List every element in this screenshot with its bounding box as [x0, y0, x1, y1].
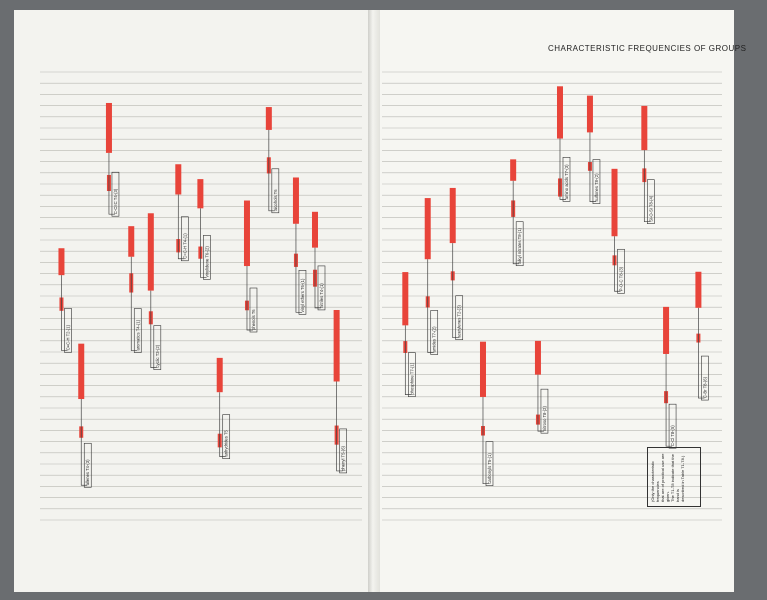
- group-label-text: phenyl T5-(6): [340, 446, 346, 471]
- group-label-text: aromatics T4-(1): [135, 319, 141, 351]
- group-label: [593, 160, 600, 204]
- footnote-line: (Only the characteristic frequencies: [650, 461, 660, 502]
- group-label-text: P-O-C T8-(3): [618, 266, 624, 292]
- frequency-bar: [480, 342, 486, 397]
- frequency-bar: [106, 103, 112, 153]
- group-label-text: acetylenes T2-(3): [456, 305, 462, 338]
- group-label: [516, 222, 523, 266]
- frequency-bar: [128, 226, 134, 257]
- group-label-text: vinylidene T6-(2): [204, 246, 210, 278]
- group-label-text: Si-O-Si T8-(4): [648, 195, 654, 222]
- group-label-text: C-Cl T8-(5): [670, 425, 676, 447]
- frequency-bar: [663, 307, 669, 354]
- group-label-text: phenols T6: [250, 309, 256, 331]
- group-label: [701, 356, 708, 400]
- group-label-text: alcohols T6: [272, 189, 278, 211]
- group-label: [250, 288, 257, 332]
- group-label-text: nitriles T4-(1): [318, 283, 324, 308]
- group-label: [299, 270, 306, 314]
- group-label: [563, 157, 570, 201]
- frequency-bar: [312, 212, 318, 248]
- group-label: [647, 180, 654, 224]
- group-label-text: C-C≡C T4-(3): [112, 188, 118, 215]
- group-label-text: cyclic T3-(2): [154, 344, 160, 368]
- group-label-text: amino acids T7-(3): [563, 164, 569, 200]
- frequency-bar: [402, 272, 408, 325]
- frequency-bar: [510, 159, 516, 180]
- group-label-text: C≡C-H T2-(1): [65, 325, 71, 351]
- footnote-text: [650, 450, 685, 502]
- group-label-text: amides T7-(2): [431, 326, 437, 353]
- frequency-bar: [587, 96, 593, 133]
- group-label: [203, 235, 210, 279]
- frequency-bar: [175, 164, 181, 194]
- group-label: [669, 404, 676, 448]
- frequency-bar: [450, 188, 456, 243]
- frequency-bar: [293, 177, 299, 223]
- footnote-line: that are of practical use are given.: [660, 453, 670, 502]
- group-label: [318, 266, 325, 310]
- group-label: [84, 443, 91, 487]
- group-label: [223, 415, 230, 459]
- group-label: [134, 309, 141, 353]
- footnote-line: The T1-T8 indicate that the band is: [670, 454, 680, 502]
- frequency-bar: [78, 344, 84, 399]
- group-label: [112, 172, 119, 216]
- group-label-text: C=C-H T4-(1): [182, 233, 188, 259]
- frequency-bar: [557, 86, 563, 138]
- frequency-bar: [334, 310, 340, 382]
- frequency-bar: [695, 272, 701, 308]
- group-label: [154, 326, 161, 370]
- group-label: [181, 217, 188, 261]
- group-label: [272, 169, 279, 213]
- frequency-bar: [425, 198, 431, 259]
- group-label-text: phosphine T7-(1): [409, 362, 415, 395]
- frequency-bar: [612, 169, 618, 236]
- group-label-text: carbonyls T5-(1): [486, 453, 492, 484]
- group-label: [541, 389, 548, 433]
- frequency-bar: [197, 179, 203, 208]
- frequency-bar: [641, 106, 647, 150]
- page-heading: CHARACTERISTIC FREQUENCIES OF GROUPS: [548, 44, 747, 53]
- chart-gridlines: [40, 72, 722, 520]
- group-label-text: C-Br T8-(6): [702, 376, 708, 399]
- frequency-bar: [217, 358, 223, 392]
- frequency-bar: [266, 107, 272, 130]
- group-label-text: nitroso T8-(2): [541, 406, 547, 432]
- group-label: [408, 353, 415, 397]
- frequency-bar: [535, 341, 541, 375]
- group-label-text: sulfones T8-(2): [593, 173, 599, 202]
- chart-connectors: [61, 130, 704, 485]
- group-label-text: anhydrides T5: [223, 430, 229, 457]
- group-label-text: allenes T4-(3): [85, 459, 91, 486]
- group-label: [618, 249, 625, 293]
- group-label: [431, 310, 438, 354]
- group-label: [340, 429, 347, 473]
- group-label: [486, 442, 493, 486]
- group-label-text: vinyl ethers T6-(1): [299, 278, 305, 313]
- group-label-text: alkyl nitrates T8-(1): [517, 227, 523, 264]
- footnote-line: described in Table T1-T8.): [680, 455, 685, 502]
- frequency-bar: [244, 201, 250, 267]
- group-label: [64, 308, 71, 352]
- group-label: [456, 296, 463, 340]
- frequency-bar: [58, 248, 64, 275]
- frequency-bar: [148, 213, 154, 290]
- chart-bars: [58, 86, 701, 447]
